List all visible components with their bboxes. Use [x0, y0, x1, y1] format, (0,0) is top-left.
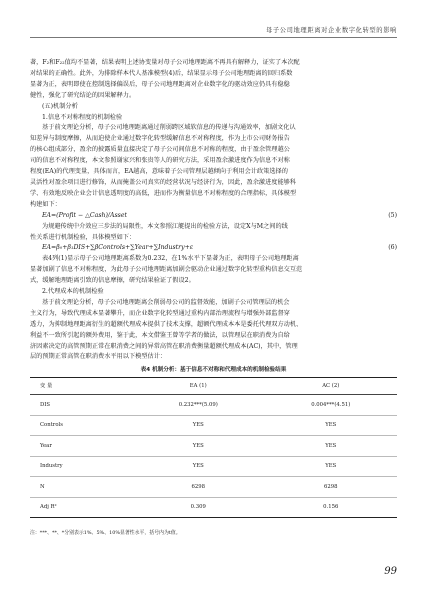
table-cell: YES — [192, 463, 204, 470]
body-line: 著，F₂和F₂₂值均不显著，结果表明上述协变量对母子公司地理距离不再具有解释力，证实了本次配 — [30, 59, 300, 66]
table-cell: 6298 — [191, 483, 205, 490]
body-line: 对结果的正确性。此外，为排除样本代人基准模型(4)后，结果显示母子公司地理距离的回归系数 — [30, 69, 293, 77]
table-cell: 0.156 — [323, 504, 339, 511]
formula-number: (6) — [388, 244, 397, 252]
formula-expression: EA=β₀+β₁DIS+∑βControls+∑Year+∑Industry+ε — [42, 244, 194, 252]
body-line: 知差异与制度摩擦，从而迫使企业通过数字化转型缓解信息不对称程度，作为上市公司财务报告 — [30, 135, 290, 143]
table-cell: 0.004***(4.51) — [311, 401, 351, 408]
table-row — [30, 456, 397, 477]
table-header-row — [30, 378, 397, 395]
table-cell: YES — [325, 463, 337, 470]
table-row — [30, 436, 397, 457]
table-cell: Adj R² — [40, 504, 57, 511]
body-line: 为规避传统中介效应三步法的局限性，本文参照江艇提出的检验方法，设定X与M之间的线 — [42, 222, 288, 230]
table-header-cell: EA (1) — [189, 382, 207, 389]
formula-5 — [30, 211, 397, 222]
body-line: 学、有效地反映企业会计信息透明度的高低，进而作为衡量信息不对称程度的合理指标，具体模型 — [30, 189, 297, 197]
table-cell: 6298 — [324, 483, 338, 490]
section-heading-mechanism: (五)机制分析 — [42, 102, 78, 110]
table-row — [30, 497, 397, 518]
table-cell: YES — [325, 442, 337, 449]
body-line: 表4列(1)显示母子公司地理距离系数为0.232，在1%水平下显著为正，表明母子公司地理距离 — [42, 255, 299, 263]
table-cell: 0.232***(5.09) — [178, 401, 218, 408]
table-row — [30, 415, 397, 436]
running-header: 母子公司地理距离对企业数字化转型的影响 — [265, 27, 397, 34]
table-cell: DIS — [40, 401, 50, 408]
body-line: 利益不一致所引起的额外费用，鉴于此，本文借鉴王曾等学者的做法，以管理层在职消费为自给 — [30, 331, 290, 339]
table-cell: N — [40, 483, 45, 490]
subsection-heading-info-asymmetry: 1.信息不对称程度的机制检验 — [42, 113, 123, 121]
formula-number: (5) — [388, 211, 397, 219]
body-line: 济因素决定的高管预期正常在职消费之间的异常高管在职消费衡量超额代理成本(AC)，其中，管理 — [30, 342, 298, 350]
table-cell: YES — [192, 422, 204, 429]
table-cell: Year — [40, 442, 52, 449]
body-line: 主义行为，导致代理成本显著攀升，而企业数字化转型通过重构内部治理流程与增强外部监督穿 — [30, 309, 290, 317]
table-cell: Industry — [40, 463, 63, 470]
body-line: 程度(EA)的代理变量，具体而言，EA越高，意味着子公司管理层越倾向于利用会计政策选择的 — [30, 168, 288, 176]
body-line: 基于前文理论分析，母子公司地理距离通过削弱跨区域软信息的传递与沟通效率，加剧文化认 — [42, 124, 296, 132]
page-body — [30, 58, 397, 539]
body-line: 的核心组成部分，盈余的披露质量直接决定了母子公司间信息不对称的程度，由于盈余管理越公 — [30, 146, 290, 154]
subsection-heading-agency-cost: 2.代理成本的机制检验 — [42, 288, 104, 296]
table-cell: 0.309 — [190, 504, 206, 511]
table-cell: YES — [325, 422, 337, 429]
page-number: 99 — [384, 566, 397, 577]
body-line: 显著为正，表明即使在控制选择偏误后，母子公司地理距离对企业数字化的驱动效应仍具有稳稳 — [30, 80, 290, 88]
body-line: 构建如下： — [30, 200, 61, 208]
table-cell: YES — [192, 442, 204, 449]
table-row — [30, 395, 397, 416]
body-line: 基于前文理论分析，母子公司地理距离会削弱母公司的监督效能，加剧子公司管理层的机会 — [42, 298, 290, 306]
body-line: 灵活性对盈余项目进行修饰，从而掩盖公司真实的经营状况与经济行为，因此，盈余激进度能够科 — [30, 178, 297, 186]
table-note: 注：***、**、*分别表示1%、5%、10%显著性水平，括号内为t值。 — [30, 530, 181, 537]
table-row — [30, 477, 397, 498]
header-rule — [30, 37, 397, 38]
table-caption: 表4 机制分析：基于信息不对称和代理成本的机制检验结果 — [140, 367, 287, 374]
formula-expression: EA=(Profit − △Cash)/Asset — [42, 211, 127, 219]
results-table — [30, 377, 397, 518]
body-line: 显著加剧了信息不对称程度，为此母子公司地理距离加剧会驱动企业通过数字化转型重构信息交互范 — [30, 266, 303, 274]
body-line: 层的预期正常高管在职消费水平用以下模型估计： — [30, 353, 167, 361]
body-line: 性关系进行机制检验，具体模型如下： — [30, 233, 136, 241]
body-line: 司的信息不对称程度，本文参照谢家兴和张贵等人的研究方法，采用盈余激进度作为信息不对称 — [30, 157, 290, 165]
formula-6 — [30, 243, 397, 254]
table-header-cell: 变 量 — [40, 382, 53, 389]
body-line: 健性，强化了研究结论的因果解释力。 — [30, 91, 136, 99]
body-line: 透力，为抑制地理距离衍生的超额代理成本提供了技术支撑，超额代理成本本是委托代理双方动机、 — [30, 320, 303, 328]
table-cell: Controls — [40, 422, 63, 429]
table-header-cell: AC (2) — [322, 382, 340, 389]
body-line: 式，缓解地理距离引致的信息摩擦，研究结果验证了假设2。 — [30, 277, 195, 285]
